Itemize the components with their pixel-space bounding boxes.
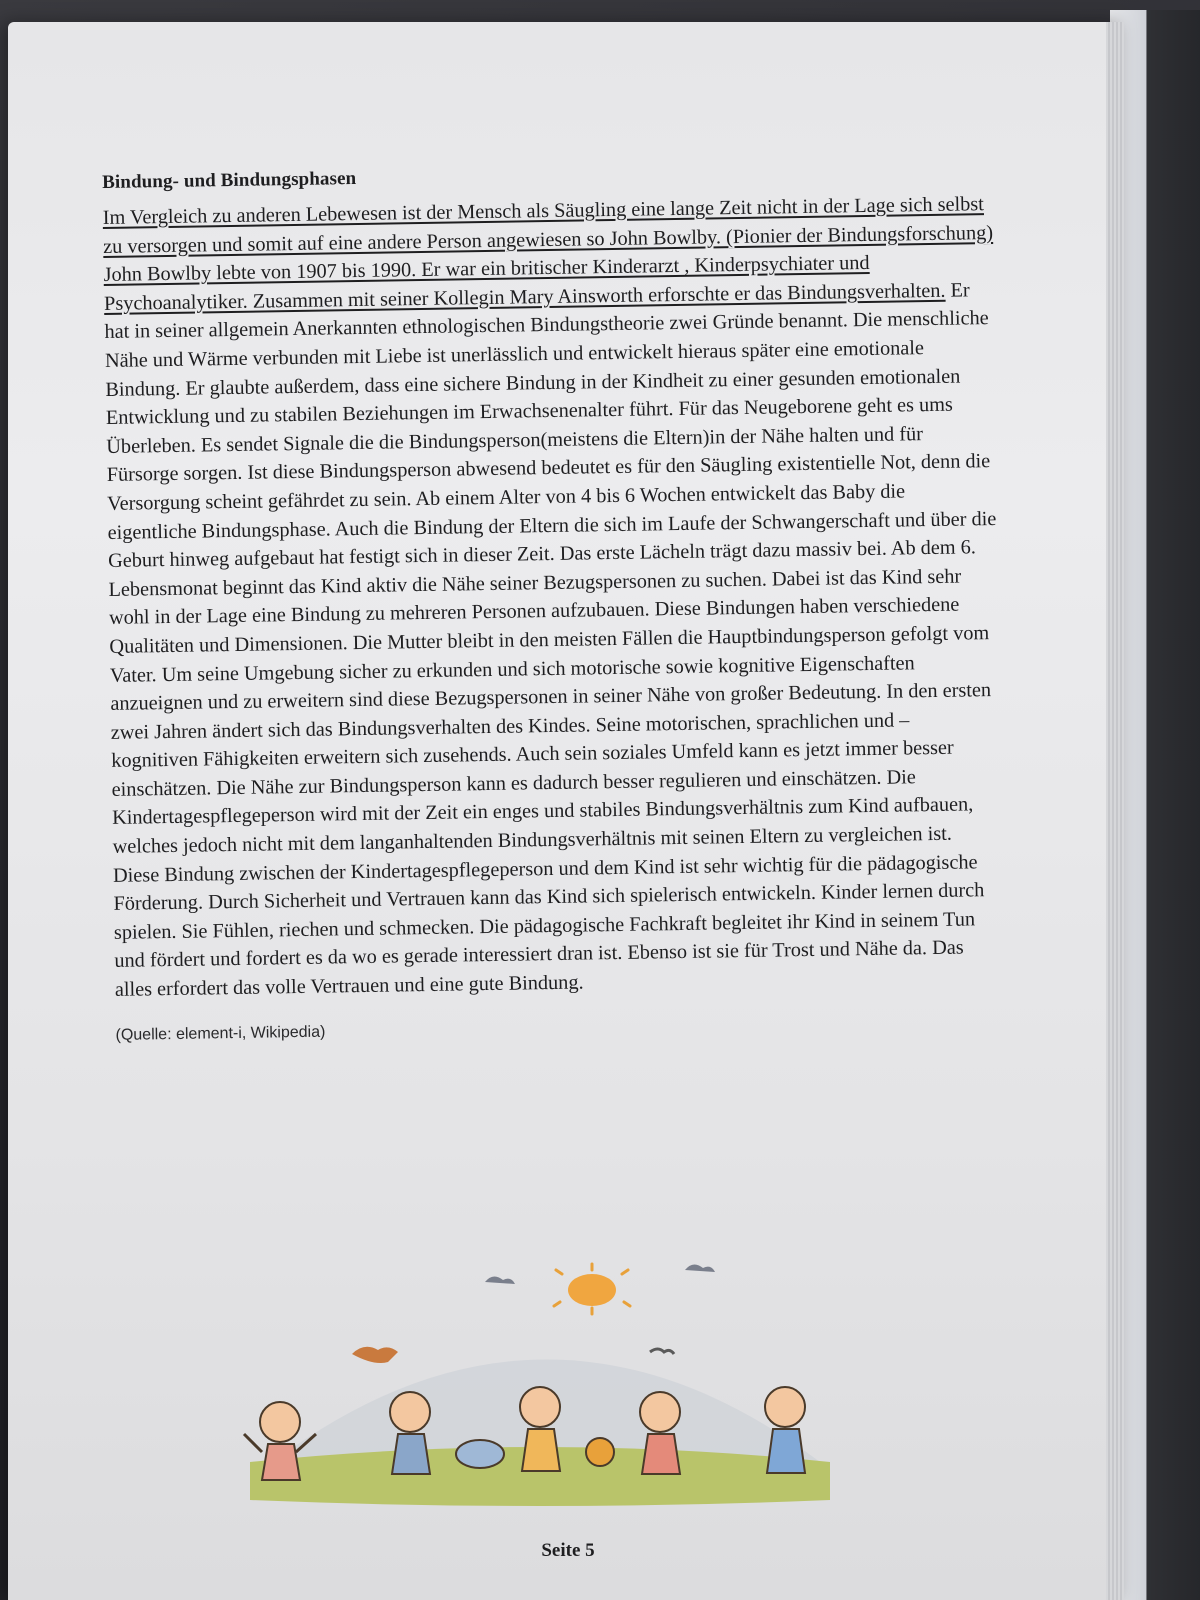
source-citation: (Quelle: element-i, Wikipedia) (115, 1023, 326, 1044)
bird-icon (650, 1349, 674, 1354)
page-stack-edge (1106, 22, 1124, 1600)
ball-icon (456, 1440, 504, 1468)
paragraph-text: Er hat in seiner allgemein Anerkannten ethnologischen Bindungstheorie zwei Gründe benannt. Die menschliche Nähe und Wärme verbunden mit Liebe ist unerlässlich und entwickelt hieraus später eine emotionale Bindung. Er glaubte außerdem, dass eine sichere Bindung in der Kindheit zu einer gesunden emotionalen Entwicklung und zu stabilen Beziehungen im Erwachsenenalter führt. Für das Neugeborene geht es ums Überleben. Es sendet Signale die die Bindungsperson(meistens die Eltern)in der Nähe halten und für Fürsorge sorgen. Ist diese Bindungsperson abwesend bedeutet es für den Säugling existentielle Not, denn die Versorgung scheint gefährdet zu sein. Ab einem Alter von 4 bis 6 Wochen entwickelt das Baby die eigentliche Bindungsphase. Auch die Bindung der Eltern die sich im Laufe der Schwangerschaft und über die Geburt hinweg aufgebaut hat festigt sich in dieser Zeit. Das erste Lächeln trägt dazu massiv bei. Ab dem 6. Lebensmonat beginnt das Kind aktiv die Nähe seiner Bezugspersonen zu suchen. Dabei ist das Kind sehr wohl in der Lage eine Bindung zu mehreren Personen aufzubauen. Diese Bindungen haben verschiedene Qualitäten und Dimensionen. Die Mutter bleibt in den meisten Fällen die Hauptbindungsperson gefolgt vom Vater. Um seine Umgebung sicher zu erkunden und sich motorische sowie kognitive Eigenschaften anzueignen und zu erweitern sind diese Bezugspersonen in seiner Nähe von großer Bedeutung. In den ersten zwei Jahren ändert sich das Bindungsverhalten des Kindes. Seine motorischen, sprachlichen und – kognitiven Fähigkeiten erweitern sich zusehends. Auch sein soziales Umfeld kann es jetzt immer besser einschätzen. Die Nähe zur Bindungsperson kann es dadurch besser regulieren und einschätzen. Die Kindertagespflegeperson wird mit der Zeit ein enges und stabiles Bindungsverhältnis zum Kind aufbauen, welches jedoch nicht mit dem langanhaltenden Bindungsverhältnis mit seinen Eltern zu vergleichen ist. Diese Bindung zwischen der Kindertagespflegeperson und dem Kind ist sehr wichtig für die pädagogische Förderung. Durch Sicherheit und Vertrauen kann das Kind sich spielerisch entwickeln. Kinder lernen durch spielen. Sie Fühlen, riechen und schmecken. Die pädagogische Fachkraft begleitet ihr Kind in seinem Tun und fördert und fordert es da wo es gerade interessiert dran ist. Ebenso ist sie für Trost und Nähe da. Das alles erfordert das volle Vertrauen und eine gute Bindung. (104, 279, 997, 1001)
page-number: Seite 5 (541, 1540, 595, 1561)
sun-icon (554, 1264, 630, 1314)
document-page (8, 22, 1124, 1600)
cloud-icon (685, 1264, 715, 1272)
lion-toy-icon (586, 1438, 614, 1466)
body-paragraph (103, 190, 1005, 1005)
underlined-passage: Im Vergleich zu anderen Lebewesen ist der Mensch als Säugling eine lange Zeit nicht in der Lage sich selbst zu versorgen und somit auf eine andere Person angewiesen so John Bowlby. (Pionier der Bindungsforschung) John Bowlby lebte von 1907 bis 1990. Er war ein britischer Kinderarzt , Kinderpsychiater und Psychoanalytiker. Zusammen mit seiner Kollegin Mary Ainsworth erforschte er das Bindungsverhalten. (102, 193, 994, 315)
children-playing-illustration (240, 1262, 840, 1542)
section-heading: Bindung- und Bindungsphasen (102, 168, 357, 193)
page-content (102, 158, 1006, 1044)
cloud-icon (485, 1276, 515, 1284)
bird-icon (352, 1347, 398, 1363)
